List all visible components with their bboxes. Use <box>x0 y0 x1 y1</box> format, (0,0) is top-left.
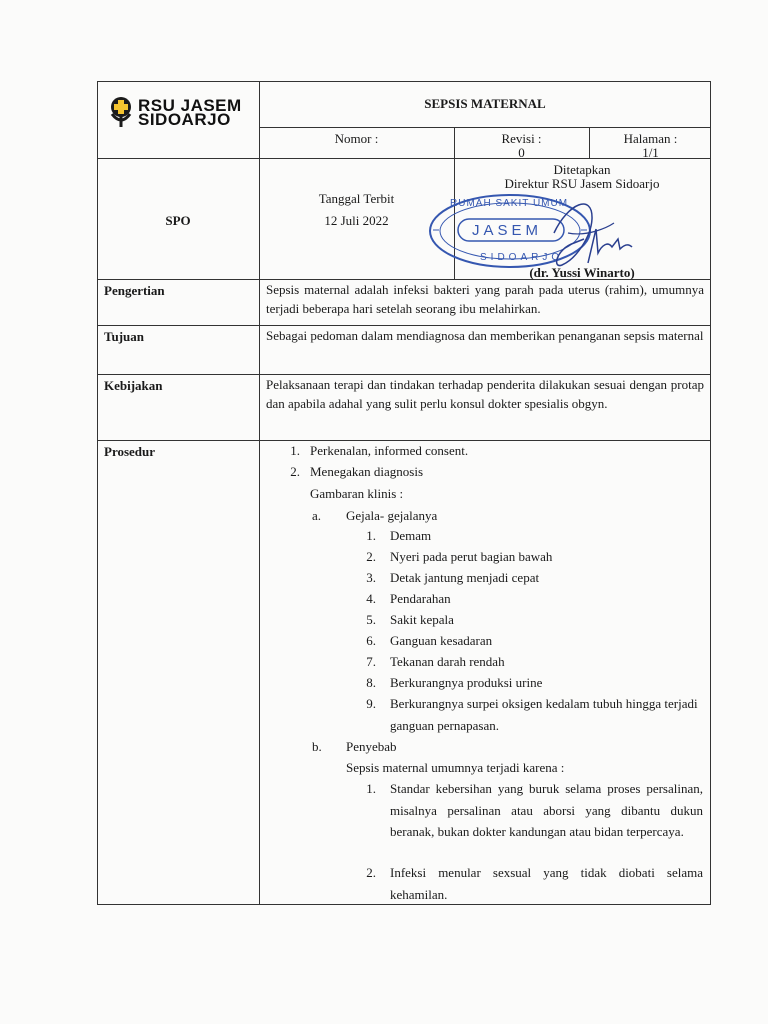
gejala-item: Nyeri pada perut bagian bawah <box>390 549 553 564</box>
document-title: SEPSIS MATERNAL <box>424 96 546 111</box>
gejala-number: 8. <box>366 675 376 690</box>
step-2-number: 2. <box>290 464 300 479</box>
gejala-number: 7. <box>366 654 376 669</box>
logo-name-line1: RSU JASEM <box>138 96 242 115</box>
stamp-top-text: RUMAH SAKIT UMUM <box>450 198 569 209</box>
gejala-number: 2. <box>366 549 376 564</box>
gejala-item: Sakit kepala <box>390 612 454 627</box>
logo-name-line2: SIDOARJO <box>138 110 231 129</box>
table-border-top <box>97 81 711 82</box>
stamp-mid-text: JASEM <box>472 222 543 239</box>
gejala-number: 1. <box>366 528 376 543</box>
sub-b-marker: b. <box>312 739 322 754</box>
table-border-title-bottom <box>259 127 711 128</box>
tanggal-terbit-label: Tanggal Terbit <box>318 191 395 206</box>
spo-label: SPO <box>165 213 191 228</box>
table-border-right <box>710 81 711 905</box>
gejala-item: Berkurangnya surpei oksigen kedalam tubuh hingga terjadi ganguan pernapasan. <box>390 696 698 733</box>
gejala-item: Detak jantung menjadi cepat <box>390 570 540 585</box>
hospital-logo <box>108 96 258 130</box>
sub-b-label: Penyebab <box>346 739 397 754</box>
tujuan-label: Tujuan <box>104 329 144 344</box>
kebijakan-text: Pelaksanaan terapi dan tindakan terhadap penderita dilakukan sesuai dengan protap dan apabila adahal yang sulit perlu konsul dokter spesialis obgyn. <box>266 377 704 411</box>
director-signature <box>548 193 638 271</box>
gambaran-klinis-label: Gambaran klinis : <box>310 486 404 501</box>
kebijakan-label: Kebijakan <box>104 378 163 393</box>
stamp-bottom-text: SIDOARJO <box>480 252 564 263</box>
gejala-item: Demam <box>390 528 432 543</box>
revisi-value: 0 <box>518 145 525 160</box>
tujuan-text: Sebagai pedoman dalam mendiagnosa dan memberikan penanganan sepsis maternal <box>266 328 704 343</box>
penyebab-item: Standar kebersihan yang buruk selama proses persalinan, misalnya persalinan atau aborsi yang dibantu dukun beranak, bukan dokter kandungan atau bidan terpercaya. <box>390 781 703 839</box>
gejala-item: Tekanan darah rendah <box>390 654 505 669</box>
gejala-number: 9. <box>366 696 376 711</box>
gejala-item: Ganguan kesadaran <box>390 633 493 648</box>
gejala-number: 5. <box>366 612 376 627</box>
sub-a-marker: a. <box>312 508 322 523</box>
gejala-number: 3. <box>366 570 376 585</box>
direktur-label: Direktur RSU Jasem Sidoarjo <box>504 176 660 191</box>
penyebab-number: 1. <box>366 781 376 796</box>
ditetapkan-label: Ditetapkan <box>553 162 611 177</box>
halaman-label: Halaman : <box>623 131 678 146</box>
penyebab-intro: Sepsis maternal umumnya terjadi karena : <box>346 760 565 775</box>
logo-emblem-icon <box>108 96 134 128</box>
signer-name: (dr. Yussi Winarto) <box>529 265 635 280</box>
gejala-number: 4. <box>366 591 376 606</box>
step-1-text: Perkenalan, informed consent. <box>310 443 469 458</box>
sub-a-label: Gejala- gejalanya <box>346 508 438 523</box>
table-border-left <box>97 81 98 905</box>
gejala-number: 6. <box>366 633 376 648</box>
nomor-label: Nomor : <box>334 131 379 146</box>
pengertian-text: Sepsis maternal adalah infeksi bakteri yang parah pada uterus (rahim), umumnya terjadi beberapa hari setelah seorang ibu melahirkan. <box>266 282 704 316</box>
halaman-value: 1/1 <box>642 145 659 160</box>
penyebab-number: 2. <box>366 865 376 880</box>
gejala-item: Pendarahan <box>390 591 451 606</box>
gejala-item: Berkurangnya produksi urine <box>390 675 543 690</box>
revisi-label: Revisi : <box>501 131 542 146</box>
penyebab-item: Infeksi menular sexsual yang tidak diobati selama kehamilan. <box>390 865 703 902</box>
prosedur-label: Prosedur <box>104 444 156 459</box>
pengertian-label: Pengertian <box>104 283 165 298</box>
step-2-text: Menegakan diagnosis <box>310 464 424 479</box>
step-1-number: 1. <box>290 443 300 458</box>
tanggal-terbit-value: 12 Juli 2022 <box>324 213 389 228</box>
